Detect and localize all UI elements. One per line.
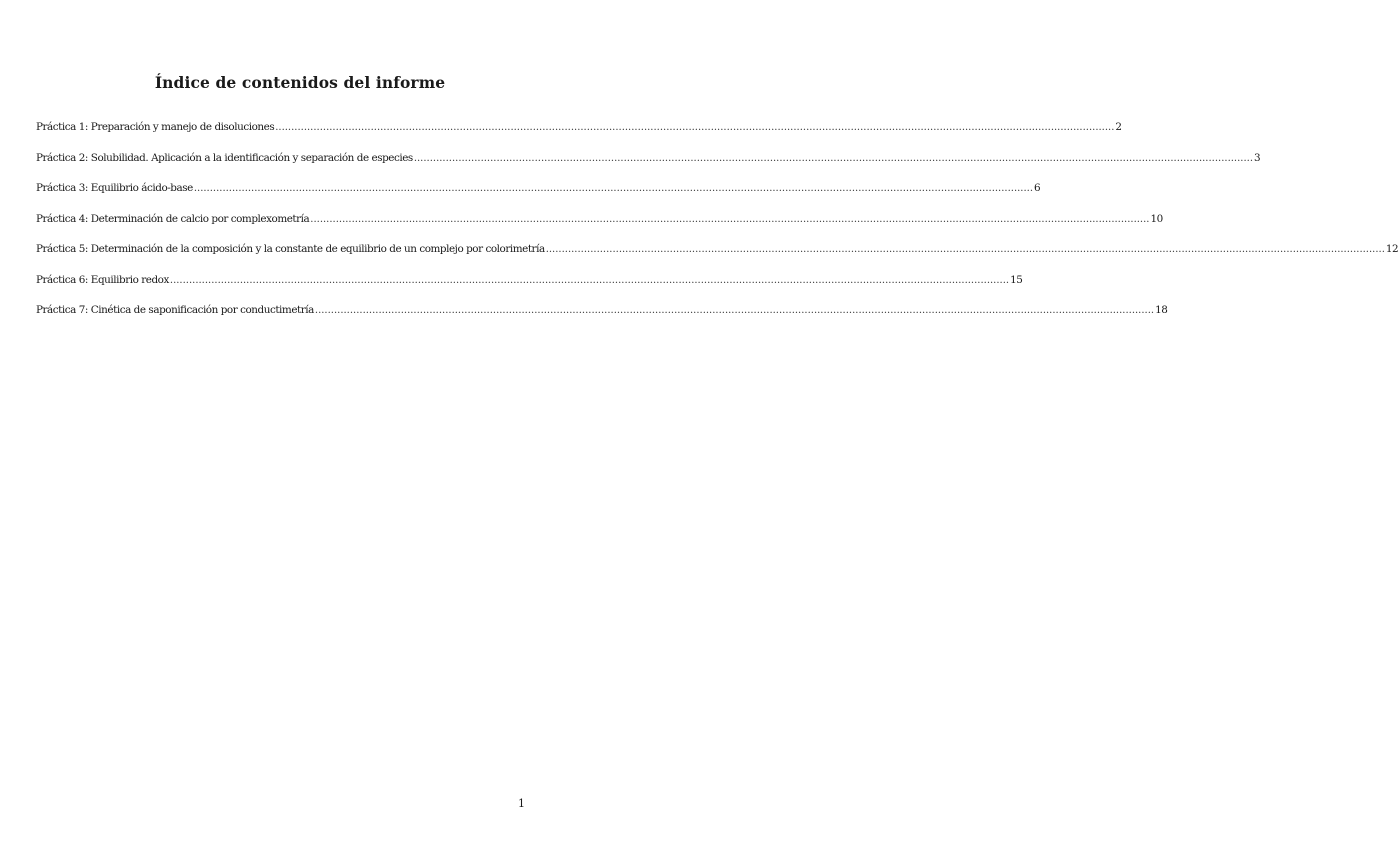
- toc-entry-page: 6: [1034, 182, 1041, 194]
- toc-entry-practica-5[interactable]: [36, 243, 1398, 274]
- table-of-contents: [36, 121, 1398, 335]
- toc-entry-label: Práctica 1: Preparación y manejo de disoluciones: [36, 121, 275, 133]
- toc-entry-page: 12: [1385, 243, 1398, 255]
- toc-entry-label: Práctica 3: Equilibrio ácido-base: [36, 182, 193, 194]
- toc-entry-practica-7[interactable]: [36, 304, 1168, 335]
- toc-entry-practica-2[interactable]: [36, 151, 1261, 183]
- toc-entry-page: 2: [1115, 121, 1122, 133]
- toc-entry-label: Práctica 6: Equilibrio redox: [36, 273, 169, 286]
- toc-dot-leader: [414, 153, 1253, 164]
- toc-entry-page: 18: [1155, 304, 1168, 316]
- toc-dot-leader: [546, 244, 1385, 255]
- toc-entry-practica-4[interactable]: [36, 212, 1163, 244]
- toc-dot-leader: [275, 122, 1114, 133]
- toc-dot-leader: [315, 305, 1154, 316]
- toc-entry-page: 3: [1254, 151, 1261, 164]
- toc-entry-practica-1[interactable]: [36, 121, 1122, 152]
- toc-dot-leader: [170, 275, 1009, 286]
- toc-entry-practica-6[interactable]: [36, 273, 1023, 305]
- toc-entry-page: 10: [1150, 212, 1163, 225]
- toc-entry-page: 15: [1010, 273, 1023, 286]
- toc-entry-practica-3[interactable]: [36, 182, 1041, 213]
- page-number: 1: [518, 797, 525, 810]
- toc-dot-leader: [310, 214, 1149, 225]
- toc-entry-label: Práctica 7: Cinética de saponificación por conductimetría: [36, 304, 314, 316]
- toc-entry-label: Práctica 4: Determinación de calcio por complexometría: [36, 212, 310, 225]
- page-title: Índice de contenidos del informe: [154, 73, 446, 92]
- toc-dot-leader: [194, 183, 1033, 194]
- toc-entry-label: Práctica 2: Solubilidad. Aplicación a la identificación y separación de especies: [36, 151, 413, 164]
- toc-entry-label: Práctica 5: Determinación de la composición y la constante de equilibrio de un complejo por colorimetría: [36, 243, 545, 255]
